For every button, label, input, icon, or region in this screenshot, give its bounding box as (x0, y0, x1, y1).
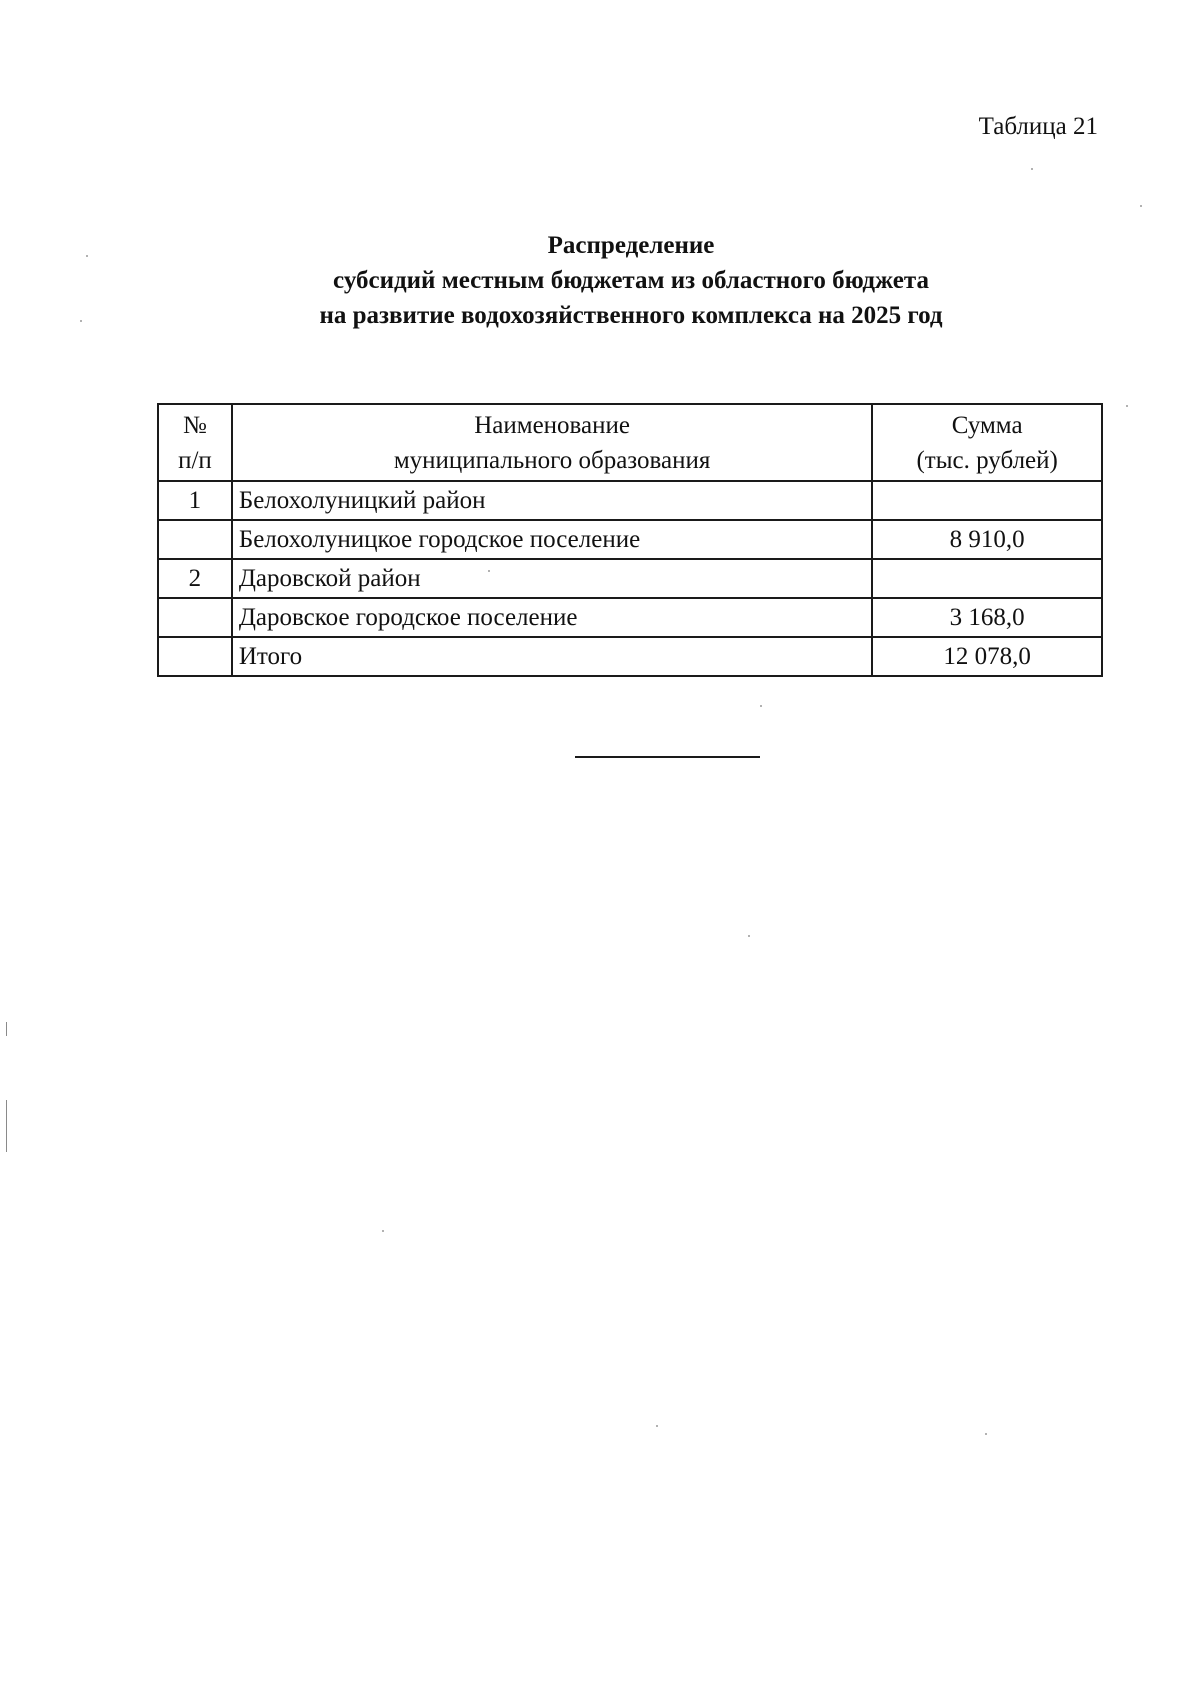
header-municipality-name (232, 404, 872, 481)
scan-speck (1140, 205, 1142, 207)
scan-speck (382, 1230, 384, 1232)
row-amount (872, 481, 1102, 520)
table-header-row (158, 404, 1102, 481)
table-total-row (158, 637, 1102, 676)
table-row (158, 559, 1102, 598)
scan-speck (1126, 405, 1128, 407)
row-amount: 3 168,0 (872, 598, 1102, 637)
scan-speck (656, 1425, 658, 1427)
header-amount-line-1: Сумма (951, 412, 1023, 439)
subsidy-distribution-table (157, 403, 1103, 677)
row-amount: 8 910,0 (872, 520, 1102, 559)
row-number: 1 (158, 481, 232, 520)
row-number (158, 598, 232, 637)
table-row (158, 598, 1102, 637)
scan-margin-mark (6, 1100, 7, 1152)
table-row (158, 481, 1102, 520)
header-number-line-1: № (183, 412, 207, 439)
scan-speck (488, 570, 490, 572)
scan-speck (985, 1433, 987, 1435)
scan-speck (80, 320, 82, 322)
row-number (158, 520, 232, 559)
row-number: 2 (158, 559, 232, 598)
table-row (158, 520, 1102, 559)
row-municipality: Белохолуницкое городское поселение (232, 520, 872, 559)
row-municipality: Белохолуницкий район (232, 481, 872, 520)
scan-speck (86, 255, 88, 257)
title-line-1: Распределение (547, 232, 715, 259)
table-number-label: Таблица 21 (978, 113, 1098, 140)
row-municipality: Даровское городское поселение (232, 598, 872, 637)
document-title (0, 228, 1200, 333)
scan-speck (1031, 168, 1033, 170)
title-line-3: на развитие водохозяйственного комплекса на 2025 год (319, 302, 943, 329)
row-number (158, 637, 232, 676)
row-amount (872, 559, 1102, 598)
header-amount-line-2: (тыс. рублей) (916, 447, 1058, 474)
header-name-line-1: Наименование (474, 412, 630, 439)
header-number (158, 404, 232, 481)
closing-rule (575, 756, 760, 758)
title-line-2: субсидий местным бюджетам из областного бюджета (333, 267, 929, 294)
header-amount (872, 404, 1102, 481)
row-total-label: Итого (232, 637, 872, 676)
header-number-line-2: п/п (178, 447, 212, 474)
header-name-line-2: муниципального образования (393, 447, 711, 474)
row-total-amount: 12 078,0 (872, 637, 1102, 676)
scan-margin-mark (6, 1022, 7, 1036)
scan-speck (760, 705, 762, 707)
row-municipality: Даровской район (232, 559, 872, 598)
scan-speck (748, 935, 750, 937)
